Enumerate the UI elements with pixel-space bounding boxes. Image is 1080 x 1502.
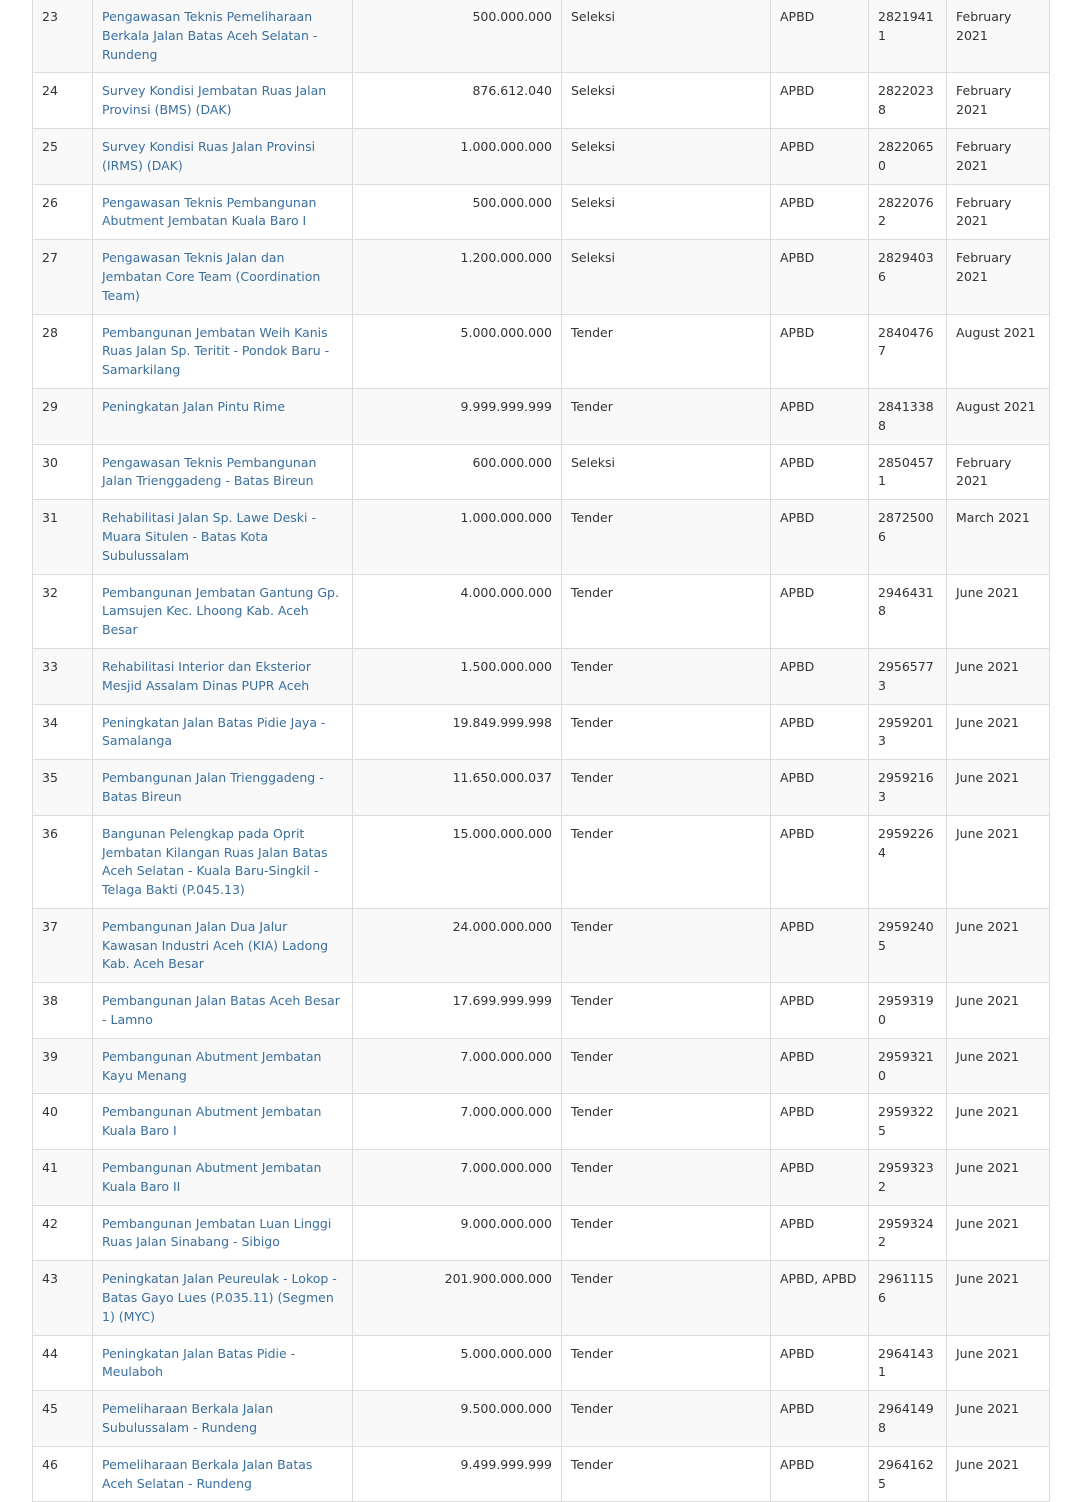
package-name-link[interactable]: Peningkatan Jalan Peureulak - Lokop - Batas Gayo Lues (P.035.11) (Segmen 1) (MYC) [102,1271,337,1324]
rup-code-cell: 29464318 [869,574,947,648]
row-number: 32 [33,574,93,648]
funding-source-cell: APBD [771,388,869,444]
row-number: 43 [33,1261,93,1335]
package-name-cell [93,1094,353,1150]
table-row [33,500,1050,574]
package-name-cell [93,444,353,500]
table-row [33,240,1050,314]
package-name-cell [93,388,353,444]
rup-code-cell: 29592163 [869,760,947,816]
funding-source-cell: APBD [771,128,869,184]
package-name-link[interactable]: Peningkatan Jalan Batas Pidie - Meulaboh [102,1345,296,1380]
budget-cell: 1.000.000.000 [353,128,562,184]
package-name-cell [93,1150,353,1206]
schedule-cell: June 2021 [947,760,1050,816]
schedule-cell: February 2021 [947,444,1050,500]
selection-method-cell: Tender [562,648,771,704]
row-number: 38 [33,983,93,1039]
rup-code-cell: 29641431 [869,1335,947,1391]
package-name-link[interactable]: Peningkatan Jalan Batas Pidie Jaya - Samalanga [102,714,326,749]
package-name-link[interactable]: Pembangunan Abutment Jembatan Kuala Baro I [102,1104,322,1139]
budget-cell: 5.000.000.000 [353,1335,562,1391]
package-name-cell [93,1038,353,1094]
table-row [33,760,1050,816]
rup-code-cell: 28294036 [869,240,947,314]
selection-method-cell: Tender [562,1446,771,1502]
funding-source-cell: APBD [771,184,869,240]
schedule-cell: August 2021 [947,388,1050,444]
budget-cell: 1.500.000.000 [353,648,562,704]
rup-code-cell: 29592405 [869,908,947,982]
selection-method-cell: Seleksi [562,73,771,129]
package-name-cell [93,704,353,760]
selection-method-cell: Tender [562,1261,771,1335]
budget-cell: 4.000.000.000 [353,574,562,648]
rup-code-cell: 28219411 [869,0,947,73]
table-row [33,444,1050,500]
package-name-cell [93,184,353,240]
budget-cell: 11.650.000.037 [353,760,562,816]
funding-source-cell: APBD [771,444,869,500]
schedule-cell: February 2021 [947,128,1050,184]
schedule-cell: February 2021 [947,73,1050,129]
rup-code-cell: 29592013 [869,704,947,760]
row-number: 40 [33,1094,93,1150]
selection-method-cell: Tender [562,815,771,908]
table-row [33,648,1050,704]
table-row [33,1205,1050,1261]
schedule-cell: June 2021 [947,983,1050,1039]
budget-cell: 7.000.000.000 [353,1094,562,1150]
funding-source-cell: APBD [771,500,869,574]
table-row [33,983,1050,1039]
package-name-link[interactable]: Survey Kondisi Ruas Jalan Provinsi (IRMS) (DAK) [102,138,316,173]
budget-cell: 600.000.000 [353,444,562,500]
schedule-cell: June 2021 [947,1446,1050,1502]
budget-cell: 24.000.000.000 [353,908,562,982]
schedule-cell: June 2021 [947,648,1050,704]
row-number: 45 [33,1391,93,1447]
budget-cell: 9.500.000.000 [353,1391,562,1447]
package-name-cell [93,240,353,314]
schedule-cell: June 2021 [947,908,1050,982]
package-name-link[interactable]: Survey Kondisi Jembatan Ruas Jalan Provinsi (BMS) (DAK) [102,83,327,118]
schedule-cell: June 2021 [947,704,1050,760]
package-name-link[interactable]: Pembangunan Jalan Trienggadeng - Batas Bireun [102,770,324,804]
budget-cell: 19.849.999.998 [353,704,562,760]
budget-cell: 5.000.000.000 [353,314,562,388]
package-name-link[interactable]: Pengawasan Teknis Jalan dan Jembatan Core Team (Coordination Team) [102,250,321,303]
selection-method-cell: Tender [562,1038,771,1094]
funding-source-cell: APBD [771,1205,869,1261]
package-name-cell [93,73,353,129]
package-name-link[interactable]: Pembangunan Jembatan Luan Linggi Ruas Jalan Sinabang - Sibigo [102,1215,332,1250]
row-number: 37 [33,908,93,982]
rup-code-cell: 28504571 [869,444,947,500]
funding-source-cell: APBD [771,1391,869,1447]
table-body [33,0,1050,1502]
rup-code-cell: 29641498 [869,1391,947,1447]
row-number: 25 [33,128,93,184]
row-number: 39 [33,1038,93,1094]
selection-method-cell: Tender [562,908,771,982]
row-number: 33 [33,648,93,704]
package-name-link[interactable]: Pembangunan Abutment Jembatan Kuala Baro II [102,1160,322,1194]
table-row [33,574,1050,648]
package-name-cell [93,908,353,982]
package-name-cell [93,1335,353,1391]
selection-method-cell: Tender [562,704,771,760]
rup-code-cell: 29641625 [869,1446,947,1502]
selection-method-cell: Tender [562,1205,771,1261]
row-number: 34 [33,704,93,760]
funding-source-cell: APBD [771,648,869,704]
package-name-cell [93,760,353,816]
rup-code-cell: 28220238 [869,73,947,129]
funding-source-cell: APBD [771,704,869,760]
rup-code-cell: 28220650 [869,128,947,184]
table-row [33,0,1050,73]
funding-source-cell: APBD [771,240,869,314]
funding-source-cell: APBD [771,815,869,908]
rup-code-cell: 29593190 [869,983,947,1039]
table-row [33,1038,1050,1094]
selection-method-cell: Tender [562,983,771,1039]
budget-cell: 876.612.040 [353,73,562,129]
row-number: 28 [33,314,93,388]
rup-code-cell: 29565773 [869,648,947,704]
selection-method-cell: Tender [562,314,771,388]
table-row [33,184,1050,240]
selection-method-cell: Tender [562,760,771,816]
package-name-link[interactable]: Pembangunan Jembatan Gantung Gp. Lamsujen Kec. Lhoong Kab. Aceh Besar [102,584,339,638]
row-number: 27 [33,240,93,314]
row-number: 26 [33,184,93,240]
package-name-cell [93,1391,353,1447]
schedule-cell: June 2021 [947,1335,1050,1391]
package-name-cell [93,500,353,574]
budget-cell: 500.000.000 [353,184,562,240]
selection-method-cell: Seleksi [562,128,771,184]
package-name-cell [93,1261,353,1335]
row-number: 36 [33,815,93,908]
funding-source-cell: APBD [771,908,869,982]
budget-cell: 1.200.000.000 [353,240,562,314]
rup-code-cell: 28220762 [869,184,947,240]
package-name-cell [93,1446,353,1502]
row-number: 41 [33,1150,93,1206]
table-row [33,128,1050,184]
package-name-link[interactable]: Pemeliharaan Berkala Jalan Batas Aceh Selatan - Rundeng [102,1456,313,1491]
row-number: 42 [33,1205,93,1261]
funding-source-cell: APBD [771,1094,869,1150]
table-row [33,1150,1050,1206]
table-row [33,1094,1050,1150]
package-name-link[interactable]: Pengawasan Teknis Pembangunan Jalan Trienggadeng - Batas Bireun [102,454,317,489]
rup-code-cell: 28404767 [869,314,947,388]
selection-method-cell: Seleksi [562,240,771,314]
package-name-link[interactable]: Rehabilitasi Jalan Sp. Lawe Deski - Muara Situlen - Batas Kota Subulussalam [102,510,316,563]
budget-cell: 1.000.000.000 [353,500,562,574]
package-name-cell [93,983,353,1039]
row-number: 24 [33,73,93,129]
package-table [32,0,1050,1502]
funding-source-cell: APBD [771,1446,869,1502]
rup-code-cell: 29593242 [869,1205,947,1261]
package-name-link[interactable]: Bangunan Pelengkap pada Oprit Jembatan Kilangan Ruas Jalan Batas Aceh Selatan - Kuala Baru-Singkil - Telaga Bakti (P.045.13) [102,825,328,898]
rup-code-cell: 29593210 [869,1038,947,1094]
table-row [33,314,1050,388]
budget-cell: 15.000.000.000 [353,815,562,908]
package-name-link[interactable]: Peningkatan Jalan Pintu Rime [102,398,286,414]
selection-method-cell: Tender [562,1335,771,1391]
package-name-cell [93,815,353,908]
package-name-link[interactable]: Pembangunan Jalan Dua Jalur Kawasan Industri Aceh (KIA) Ladong Kab. Aceh Besar [102,918,329,972]
rup-code-cell: 28413388 [869,388,947,444]
table-row [33,704,1050,760]
table-row [33,1446,1050,1502]
funding-source-cell: APBD [771,1335,869,1391]
selection-method-cell: Tender [562,574,771,648]
selection-method-cell: Tender [562,1094,771,1150]
funding-source-cell: APBD [771,73,869,129]
budget-cell: 9.000.000.000 [353,1205,562,1261]
schedule-cell: February 2021 [947,240,1050,314]
package-name-link[interactable]: Pengawasan Teknis Pembangunan Abutment Jembatan Kuala Baro I [102,194,317,229]
schedule-cell: June 2021 [947,1038,1050,1094]
budget-cell: 9.499.999.999 [353,1446,562,1502]
package-name-cell [93,1205,353,1261]
rup-code-cell: 29593225 [869,1094,947,1150]
funding-source-cell: APBD [771,314,869,388]
schedule-cell: August 2021 [947,314,1050,388]
row-number: 35 [33,760,93,816]
budget-cell: 17.699.999.999 [353,983,562,1039]
row-number: 46 [33,1446,93,1502]
schedule-cell: June 2021 [947,1094,1050,1150]
rup-code-cell: 29593232 [869,1150,947,1206]
budget-cell: 7.000.000.000 [353,1150,562,1206]
funding-source-cell: APBD [771,1150,869,1206]
schedule-cell: June 2021 [947,1391,1050,1447]
rup-code-cell: 28725006 [869,500,947,574]
funding-source-cell: APBD [771,574,869,648]
table-row [33,1261,1050,1335]
funding-source-cell: APBD [771,0,869,73]
package-name-link[interactable]: Pembangunan Jembatan Weih Kanis Ruas Jalan Sp. Teritit - Pondok Baru - Samarkilang [102,324,330,378]
funding-source-cell: APBD [771,1038,869,1094]
package-name-link[interactable]: Pengawasan Teknis Pemeliharaan Berkala Jalan Batas Aceh Selatan - Rundeng [102,9,318,62]
budget-cell: 500.000.000 [353,0,562,73]
row-number: 44 [33,1335,93,1391]
package-name-link[interactable]: Rehabilitasi Interior dan Eksterior Mesjid Assalam Dinas PUPR Aceh [102,658,311,693]
table-row [33,815,1050,908]
schedule-cell: June 2021 [947,1205,1050,1261]
budget-cell: 9.999.999.999 [353,388,562,444]
budget-cell: 7.000.000.000 [353,1038,562,1094]
package-table-container [32,0,1049,1502]
selection-method-cell: Seleksi [562,184,771,240]
schedule-cell: June 2021 [947,574,1050,648]
funding-source-cell: APBD, APBD [771,1261,869,1335]
schedule-cell: June 2021 [947,815,1050,908]
schedule-cell: June 2021 [947,1150,1050,1206]
rup-code-cell: 29611156 [869,1261,947,1335]
budget-cell: 201.900.000.000 [353,1261,562,1335]
schedule-cell: February 2021 [947,0,1050,73]
table-row [33,73,1050,129]
selection-method-cell: Seleksi [562,0,771,73]
package-name-cell [93,648,353,704]
package-name-link[interactable]: Pemeliharaan Berkala Jalan Subulussalam - Rundeng [102,1401,274,1436]
package-name-link[interactable]: Pembangunan Jalan Batas Aceh Besar - Lamno [102,993,340,1028]
selection-method-cell: Tender [562,500,771,574]
table-row [33,1391,1050,1447]
package-name-cell [93,574,353,648]
table-row [33,1335,1050,1391]
package-name-cell [93,0,353,73]
schedule-cell: February 2021 [947,184,1050,240]
row-number: 29 [33,388,93,444]
package-name-link[interactable]: Pembangunan Abutment Jembatan Kayu Menang [102,1048,322,1083]
row-number: 30 [33,444,93,500]
row-number: 31 [33,500,93,574]
table-row [33,388,1050,444]
funding-source-cell: APBD [771,760,869,816]
selection-method-cell: Tender [562,1391,771,1447]
table-row [33,908,1050,982]
row-number: 23 [33,0,93,73]
selection-method-cell: Tender [562,1150,771,1206]
package-name-cell [93,128,353,184]
selection-method-cell: Seleksi [562,444,771,500]
selection-method-cell: Tender [562,388,771,444]
funding-source-cell: APBD [771,983,869,1039]
schedule-cell: March 2021 [947,500,1050,574]
rup-code-cell: 29592264 [869,815,947,908]
schedule-cell: June 2021 [947,1261,1050,1335]
package-name-cell [93,314,353,388]
